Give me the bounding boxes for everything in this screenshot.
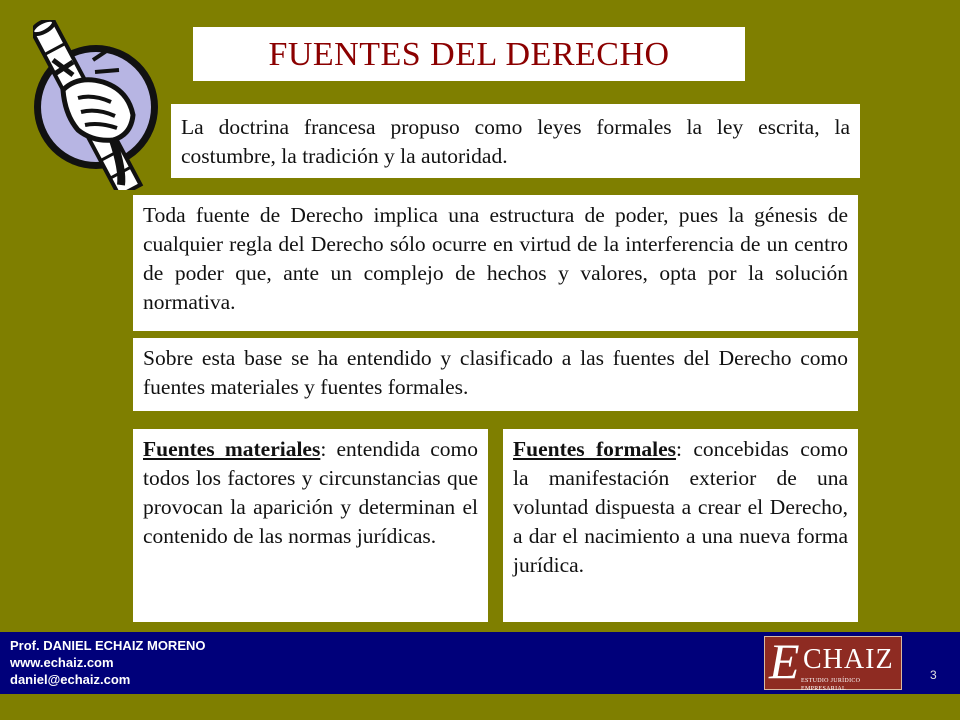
- footer-bar: [0, 632, 960, 694]
- email-link[interactable]: daniel@echaiz.com: [10, 672, 131, 687]
- formal-sources-term: Fuentes formales: [513, 437, 677, 461]
- title-box: [193, 27, 745, 81]
- author-name: Prof. DANIEL ECHAIZ MORENO: [10, 638, 206, 653]
- slide-title: FUENTES DEL DERECHO: [268, 35, 670, 73]
- logo-initial: E: [769, 633, 800, 689]
- material-sources-term: Fuentes materiales: [143, 437, 321, 461]
- logo-name: CHAIZ: [803, 644, 894, 675]
- hand-holding-scroll-icon: [33, 20, 163, 190]
- echaiz-logo: [764, 633, 902, 692]
- logo-tagline: ESTUDIO JURÍDICO EMPRESARIAL: [801, 678, 861, 692]
- classification-paragraph: Sobre esta base se ha entendido y clasificado a las fuentes del Derecho como fuentes materiales y fuentes formales.: [133, 338, 858, 411]
- material-sources-definition: : entendida como todos los factores y circunstancias que provocan la aparición y determinan el contenido de las normas jurídicas.: [143, 437, 478, 548]
- material-sources-box: [133, 429, 488, 622]
- footer-contact: [10, 637, 206, 688]
- intro-paragraph: La doctrina francesa propuso como leyes formales la ley escrita, la costumbre, la tradición y la autoridad.: [171, 104, 860, 178]
- formal-sources-box: [503, 429, 858, 622]
- formal-sources-definition: : concebidas como la manifestación exterior de una voluntad dispuesta a crear el Derecho, a dar el nacimiento a una nueva forma jurídica.: [513, 437, 848, 577]
- website-link[interactable]: www.echaiz.com: [10, 655, 114, 670]
- page-number: 3: [930, 668, 937, 682]
- power-structure-paragraph: Toda fuente de Derecho implica una estructura de poder, pues la génesis de cualquier regla del Derecho sólo ocurre en virtud de la interferencia de un centro de poder que, ante un complejo de hechos y valores, opta por la solución normativa.: [133, 195, 858, 331]
